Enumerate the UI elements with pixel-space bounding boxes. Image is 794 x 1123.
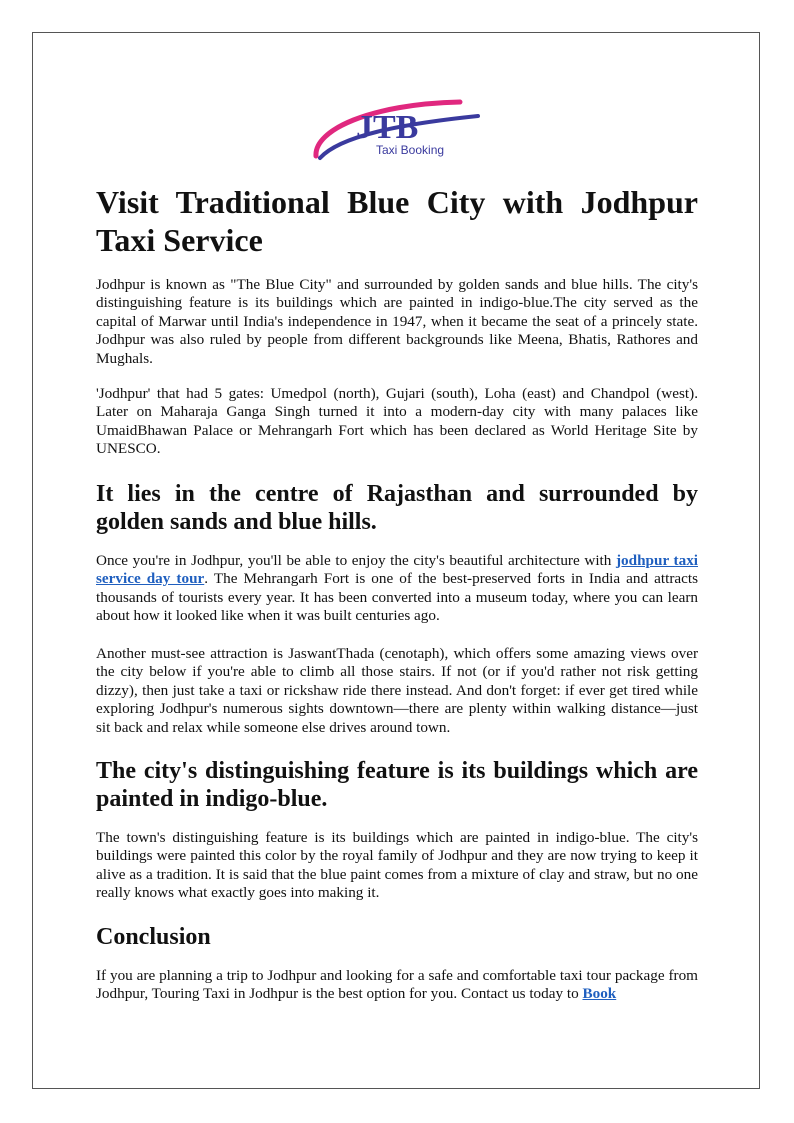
intro-paragraph-1: Jodhpur is known as "The Blue City" and surrounded by golden sands and blue hills. The city's distinguishing feature is its buildings which are painted in indigo-blue.The city served as the capital of Marwar until India's independence in 1947, when it became the seat of a princely state. Jodhpur was also ruled by people from different backgrounds like Meena, Bhatis, Rathores and Mughals. [96,276,698,367]
section-heading-indigo-blue: The city's distinguishing feature is its buildings which are painted in indigo-blue. [96,758,698,812]
section1-paragraph-2: Another must-see attraction is JaswantThada (cenotaph), which offers some amazing views over the city below if you're able to climb all those stairs. If not (or if you'd rather not risk getting dizzy), then just take a taxi or rickshaw ride there instead. And don't forget: if ever get tired while exploring Jodhpur's numerous sights downtown—there are plenty within walking distance—just sit back and relax while someone else drives around town. [96,645,698,736]
logo-tagline: Taxi Booking [376,143,445,157]
section-heading-rajasthan: It lies in the centre of Rajasthan and surrounded by golden sands and blue hills. [96,481,698,535]
section1-paragraph-1 [96,552,698,626]
jodhpur-taxi-day-tour-link[interactable]: jodhpur taxi service day tour [96,552,699,588]
conclusion-paragraph-text: If you are planning a trip to Jodhpur and looking for a safe and comfortable taxi tour package from Jodhpur, Touring Taxi in Jodhpur is the best option for you. Contact us today to [96,967,698,1003]
section2-paragraph-1: The town's distinguishing feature is its buildings which are painted in indigo-blue. The city's buildings were painted this color by the royal family of Jodhpur and they are now trying to keep it alive as a tradition. It is said that the blue paint comes from a mixture of clay and straw, but no one really knows what exactly goes into making it. [96,829,698,902]
book-link[interactable]: Book [582,985,617,1003]
logo-mark: JTB [356,109,419,146]
jtb-logo [310,96,486,164]
conclusion-paragraph [96,967,698,1004]
section1-paragraph-1-start: Once you're in Jodhpur, you'll be able to enjoy the city's beautiful architecture with [96,552,616,569]
intro-paragraph-2: 'Jodhpur' that had 5 gates: Umedpol (north), Gujari (south), Loha (east) and Chandpol (west). Later on Maharaja Ganga Singh turned it into a modern-day city with many palaces like UmaidBhawan Palace or Mehrangarh Fort which has been declared as World Heritage Site by UNESCO. [96,385,698,458]
conclusion-heading: Conclusion [96,924,211,950]
page-title: Visit Traditional Blue City with Jodhpur Taxi Service [96,184,698,258]
section1-paragraph-1-end: . The Mehrangarh Fort is one of the best-preserved forts in India and attracts thousands of tourists every year. It has been converted into a museum today, where you can learn about how it looked like when it was built centuries ago. [96,570,698,625]
